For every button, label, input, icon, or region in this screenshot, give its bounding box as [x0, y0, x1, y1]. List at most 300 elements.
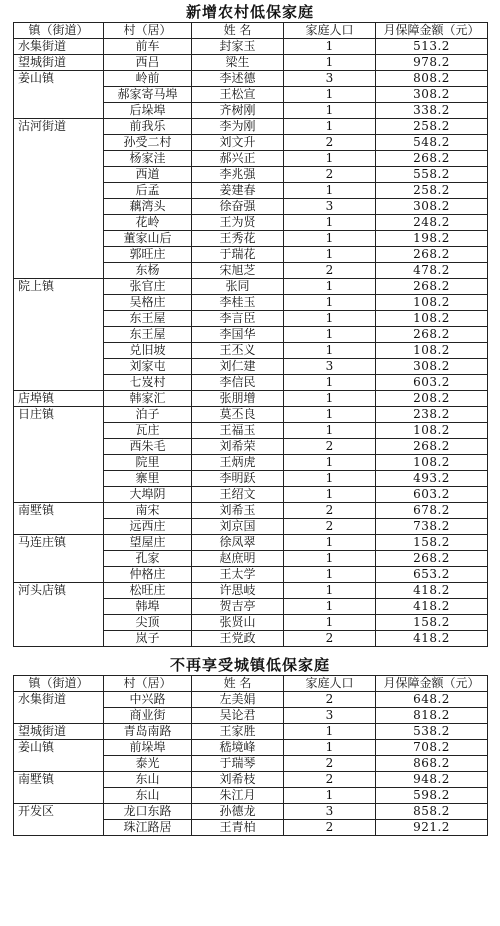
- amount-cell: 948.2: [376, 772, 488, 788]
- table-body: [14, 39, 488, 647]
- people-cell: 1: [284, 423, 376, 439]
- people-cell: 1: [284, 103, 376, 119]
- town-cell: [14, 455, 104, 471]
- table-row: [14, 708, 488, 724]
- table-row: [14, 772, 488, 788]
- village-cell: 吴格庄: [104, 295, 192, 311]
- people-cell: 1: [284, 295, 376, 311]
- name-cell: 刘希玉: [192, 503, 284, 519]
- table-row: [14, 39, 488, 55]
- name-cell: 李言臣: [192, 311, 284, 327]
- table-row: [14, 215, 488, 231]
- people-cell: 1: [284, 788, 376, 804]
- village-cell: 藕湾头: [104, 199, 192, 215]
- table-row: [14, 263, 488, 279]
- amount-cell: 858.2: [376, 804, 488, 820]
- people-cell: 1: [284, 343, 376, 359]
- town-cell: [14, 103, 104, 119]
- amount-cell: 418.2: [376, 631, 488, 647]
- people-cell: 2: [284, 692, 376, 708]
- town-cell: 望城街道: [14, 55, 104, 71]
- town-cell: [14, 167, 104, 183]
- header-town: 镇（街道）: [14, 676, 104, 692]
- name-cell: 张同: [192, 279, 284, 295]
- amount-cell: 598.2: [376, 788, 488, 804]
- amount-cell: 268.2: [376, 327, 488, 343]
- amount-cell: 338.2: [376, 103, 488, 119]
- header-name: 姓 名: [192, 676, 284, 692]
- town-cell: 水集街道: [14, 692, 104, 708]
- table-row: [14, 135, 488, 151]
- town-cell: [14, 231, 104, 247]
- amount-cell: 108.2: [376, 311, 488, 327]
- table-row: [14, 183, 488, 199]
- people-cell: 1: [284, 119, 376, 135]
- table-row: [14, 740, 488, 756]
- amount-cell: 493.2: [376, 471, 488, 487]
- amount-cell: 308.2: [376, 199, 488, 215]
- village-cell: 西吕: [104, 55, 192, 71]
- name-cell: 封家玉: [192, 39, 284, 55]
- section2-title: 不再享受城镇低保家庭: [169, 656, 330, 674]
- table-row: [14, 375, 488, 391]
- table-row: [14, 551, 488, 567]
- table-row: [14, 820, 488, 836]
- town-cell: [14, 375, 104, 391]
- village-cell: 寨里: [104, 471, 192, 487]
- town-cell: [14, 151, 104, 167]
- people-cell: 1: [284, 311, 376, 327]
- name-cell: 李述德: [192, 71, 284, 87]
- section1-title: 新增农村低保家庭: [185, 3, 314, 21]
- name-cell: 于瑞琴: [192, 756, 284, 772]
- amount-cell: 108.2: [376, 455, 488, 471]
- people-cell: 1: [284, 151, 376, 167]
- village-cell: 泊子: [104, 407, 192, 423]
- name-cell: 姜建春: [192, 183, 284, 199]
- village-cell: 西朱毛: [104, 439, 192, 455]
- amount-cell: 548.2: [376, 135, 488, 151]
- people-cell: 3: [284, 199, 376, 215]
- town-cell: [14, 599, 104, 615]
- name-cell: 王炳虎: [192, 455, 284, 471]
- town-cell: [14, 487, 104, 503]
- table-row: [14, 583, 488, 599]
- table-row: [14, 119, 488, 135]
- amount-cell: 648.2: [376, 692, 488, 708]
- village-cell: 大埠阴: [104, 487, 192, 503]
- people-cell: 1: [284, 487, 376, 503]
- amount-cell: 308.2: [376, 359, 488, 375]
- name-cell: 刘京国: [192, 519, 284, 535]
- people-cell: 1: [284, 551, 376, 567]
- name-cell: 徐奋强: [192, 199, 284, 215]
- village-cell: 孙受二村: [104, 135, 192, 151]
- table-row: [14, 439, 488, 455]
- table-row: [14, 231, 488, 247]
- people-cell: 1: [284, 455, 376, 471]
- amount-cell: 418.2: [376, 599, 488, 615]
- town-cell: [14, 708, 104, 724]
- amount-cell: 558.2: [376, 167, 488, 183]
- town-cell: [14, 471, 104, 487]
- table-row: [14, 599, 488, 615]
- header-village: 村（居）: [104, 23, 192, 39]
- name-cell: 王秀花: [192, 231, 284, 247]
- amount-cell: 708.2: [376, 740, 488, 756]
- table-row: [14, 199, 488, 215]
- table-row: [14, 519, 488, 535]
- people-cell: 3: [284, 359, 376, 375]
- header-village: 村（居）: [104, 676, 192, 692]
- village-cell: 瓦庄: [104, 423, 192, 439]
- town-cell: [14, 631, 104, 647]
- table-row: [14, 327, 488, 343]
- village-cell: 珠江路居: [104, 820, 192, 836]
- village-cell: 七岌村: [104, 375, 192, 391]
- village-cell: 龙口东路: [104, 804, 192, 820]
- amount-cell: 868.2: [376, 756, 488, 772]
- people-cell: 1: [284, 535, 376, 551]
- amount-cell: 108.2: [376, 295, 488, 311]
- amount-cell: 268.2: [376, 279, 488, 295]
- table-row: [14, 503, 488, 519]
- town-cell: [14, 423, 104, 439]
- name-cell: 李国华: [192, 327, 284, 343]
- town-cell: [14, 359, 104, 375]
- town-cell: 马连庄镇: [14, 535, 104, 551]
- name-cell: 赵庶明: [192, 551, 284, 567]
- town-cell: [14, 519, 104, 535]
- table-row: [14, 167, 488, 183]
- town-cell: [14, 343, 104, 359]
- table-row: [14, 87, 488, 103]
- name-cell: 王丕义: [192, 343, 284, 359]
- table-row: [14, 407, 488, 423]
- people-cell: 1: [284, 39, 376, 55]
- amount-cell: 808.2: [376, 71, 488, 87]
- people-cell: 1: [284, 247, 376, 263]
- amount-cell: 308.2: [376, 87, 488, 103]
- table-row: [14, 455, 488, 471]
- amount-cell: 248.2: [376, 215, 488, 231]
- village-cell: 东山: [104, 788, 192, 804]
- people-cell: 2: [284, 756, 376, 772]
- people-cell: 2: [284, 820, 376, 836]
- name-cell: 刘文升: [192, 135, 284, 151]
- amount-cell: 538.2: [376, 724, 488, 740]
- village-cell: 望屋庄: [104, 535, 192, 551]
- new-rural-table: [13, 22, 488, 647]
- town-cell: [14, 551, 104, 567]
- town-cell: [14, 135, 104, 151]
- table-header-row: [14, 23, 488, 39]
- name-cell: 王松宣: [192, 87, 284, 103]
- village-cell: 郭旺庄: [104, 247, 192, 263]
- village-cell: 商业街: [104, 708, 192, 724]
- name-cell: 许思岐: [192, 583, 284, 599]
- town-cell: 沽河街道: [14, 119, 104, 135]
- amount-cell: 818.2: [376, 708, 488, 724]
- table-row: [14, 103, 488, 119]
- name-cell: 王太学: [192, 567, 284, 583]
- table-row: [14, 343, 488, 359]
- table-row: [14, 487, 488, 503]
- table-row: [14, 391, 488, 407]
- village-cell: 南宋: [104, 503, 192, 519]
- town-cell: 南墅镇: [14, 503, 104, 519]
- town-cell: [14, 295, 104, 311]
- town-cell: [14, 567, 104, 583]
- table-row: [14, 724, 488, 740]
- table-row: [14, 788, 488, 804]
- village-cell: 后孟: [104, 183, 192, 199]
- name-cell: 宋旭芝: [192, 263, 284, 279]
- village-cell: 松旺庄: [104, 583, 192, 599]
- town-cell: 店埠镇: [14, 391, 104, 407]
- people-cell: 1: [284, 615, 376, 631]
- name-cell: 朱江月: [192, 788, 284, 804]
- amount-cell: 268.2: [376, 151, 488, 167]
- header-name: 姓 名: [192, 23, 284, 39]
- village-cell: 后垛埠: [104, 103, 192, 119]
- removed-urban-table: [13, 675, 488, 836]
- town-cell: [14, 263, 104, 279]
- town-cell: [14, 311, 104, 327]
- village-cell: 韩埠: [104, 599, 192, 615]
- amount-cell: 108.2: [376, 343, 488, 359]
- people-cell: 1: [284, 391, 376, 407]
- village-cell: 东王屋: [104, 311, 192, 327]
- name-cell: 郝兴正: [192, 151, 284, 167]
- header-town: 镇（街道）: [14, 23, 104, 39]
- header-amount: 月保障金额（元）: [376, 676, 488, 692]
- village-cell: 岚子: [104, 631, 192, 647]
- people-cell: 1: [284, 327, 376, 343]
- people-cell: 2: [284, 519, 376, 535]
- table-row: [14, 615, 488, 631]
- town-cell: 院上镇: [14, 279, 104, 295]
- amount-cell: 268.2: [376, 439, 488, 455]
- name-cell: 张朋增: [192, 391, 284, 407]
- town-cell: 开发区: [14, 804, 104, 820]
- amount-cell: 258.2: [376, 119, 488, 135]
- town-cell: [14, 788, 104, 804]
- name-cell: 贺吉亭: [192, 599, 284, 615]
- table-header-row: [14, 676, 488, 692]
- amount-cell: 478.2: [376, 263, 488, 279]
- name-cell: 孙德龙: [192, 804, 284, 820]
- name-cell: 李信民: [192, 375, 284, 391]
- village-cell: 尖顶: [104, 615, 192, 631]
- amount-cell: 238.2: [376, 407, 488, 423]
- name-cell: 王党政: [192, 631, 284, 647]
- name-cell: 梁生: [192, 55, 284, 71]
- people-cell: 3: [284, 71, 376, 87]
- village-cell: 韩家汇: [104, 391, 192, 407]
- town-cell: 姜山镇: [14, 71, 104, 87]
- town-cell: [14, 215, 104, 231]
- name-cell: 徐凤翠: [192, 535, 284, 551]
- town-cell: [14, 87, 104, 103]
- town-cell: [14, 327, 104, 343]
- table-body: [14, 692, 488, 836]
- people-cell: 1: [284, 740, 376, 756]
- village-cell: 远西庄: [104, 519, 192, 535]
- village-cell: 仲格庄: [104, 567, 192, 583]
- name-cell: 齐树刚: [192, 103, 284, 119]
- people-cell: 3: [284, 708, 376, 724]
- town-cell: 水集街道: [14, 39, 104, 55]
- village-cell: 前我乐: [104, 119, 192, 135]
- name-cell: 刘仁建: [192, 359, 284, 375]
- people-cell: 2: [284, 167, 376, 183]
- town-cell: 河头店镇: [14, 583, 104, 599]
- village-cell: 岭前: [104, 71, 192, 87]
- village-cell: 郝家寄马埠: [104, 87, 192, 103]
- village-cell: 院里: [104, 455, 192, 471]
- people-cell: 2: [284, 631, 376, 647]
- village-cell: 杨家洼: [104, 151, 192, 167]
- town-cell: 姜山镇: [14, 740, 104, 756]
- name-cell: 嵇境峰: [192, 740, 284, 756]
- table-row: [14, 311, 488, 327]
- village-cell: 花岭: [104, 215, 192, 231]
- people-cell: 1: [284, 279, 376, 295]
- amount-cell: 198.2: [376, 231, 488, 247]
- village-cell: 孔家: [104, 551, 192, 567]
- name-cell: 王青柏: [192, 820, 284, 836]
- town-cell: [14, 247, 104, 263]
- people-cell: 2: [284, 772, 376, 788]
- people-cell: 1: [284, 87, 376, 103]
- name-cell: 王家胜: [192, 724, 284, 740]
- name-cell: 李明跃: [192, 471, 284, 487]
- amount-cell: 921.2: [376, 820, 488, 836]
- village-cell: 泰光: [104, 756, 192, 772]
- town-cell: 南墅镇: [14, 772, 104, 788]
- people-cell: 1: [284, 724, 376, 740]
- village-cell: 中兴路: [104, 692, 192, 708]
- name-cell: 李兆强: [192, 167, 284, 183]
- people-cell: 1: [284, 407, 376, 423]
- town-cell: [14, 183, 104, 199]
- amount-cell: 418.2: [376, 583, 488, 599]
- table-row: [14, 247, 488, 263]
- amount-cell: 108.2: [376, 423, 488, 439]
- village-cell: 东杨: [104, 263, 192, 279]
- town-cell: [14, 756, 104, 772]
- amount-cell: 978.2: [376, 55, 488, 71]
- village-cell: 青岛南路: [104, 724, 192, 740]
- name-cell: 王为贤: [192, 215, 284, 231]
- amount-cell: 653.2: [376, 567, 488, 583]
- name-cell: 吴论君: [192, 708, 284, 724]
- town-cell: [14, 199, 104, 215]
- table-row: [14, 692, 488, 708]
- table-row: [14, 535, 488, 551]
- people-cell: 1: [284, 55, 376, 71]
- town-cell: [14, 439, 104, 455]
- table-row: [14, 55, 488, 71]
- people-cell: 1: [284, 215, 376, 231]
- table-row: [14, 423, 488, 439]
- name-cell: 刘希荣: [192, 439, 284, 455]
- amount-cell: 513.2: [376, 39, 488, 55]
- amount-cell: 158.2: [376, 535, 488, 551]
- amount-cell: 258.2: [376, 183, 488, 199]
- name-cell: 李桂玉: [192, 295, 284, 311]
- people-cell: 1: [284, 567, 376, 583]
- name-cell: 王福玉: [192, 423, 284, 439]
- village-cell: 前车: [104, 39, 192, 55]
- amount-cell: 268.2: [376, 551, 488, 567]
- people-cell: 3: [284, 804, 376, 820]
- table-row: [14, 279, 488, 295]
- amount-cell: 603.2: [376, 487, 488, 503]
- village-cell: 刘家屯: [104, 359, 192, 375]
- amount-cell: 678.2: [376, 503, 488, 519]
- table-row: [14, 567, 488, 583]
- name-cell: 李为刚: [192, 119, 284, 135]
- village-cell: 兑旧坡: [104, 343, 192, 359]
- table-row: [14, 151, 488, 167]
- table-row: [14, 471, 488, 487]
- people-cell: 2: [284, 439, 376, 455]
- header-people: 家庭人口: [284, 676, 376, 692]
- town-cell: 日庄镇: [14, 407, 104, 423]
- table-row: [14, 756, 488, 772]
- name-cell: 王绍文: [192, 487, 284, 503]
- header-amount: 月保障金额（元）: [376, 23, 488, 39]
- village-cell: 西道: [104, 167, 192, 183]
- village-cell: 东王屋: [104, 327, 192, 343]
- header-people: 家庭人口: [284, 23, 376, 39]
- table-row: [14, 359, 488, 375]
- people-cell: 1: [284, 183, 376, 199]
- table-row: [14, 804, 488, 820]
- amount-cell: 738.2: [376, 519, 488, 535]
- amount-cell: 208.2: [376, 391, 488, 407]
- amount-cell: 603.2: [376, 375, 488, 391]
- town-cell: [14, 615, 104, 631]
- village-cell: 前垛埠: [104, 740, 192, 756]
- people-cell: 1: [284, 471, 376, 487]
- village-cell: 东山: [104, 772, 192, 788]
- table-row: [14, 71, 488, 87]
- name-cell: 莫丕良: [192, 407, 284, 423]
- people-cell: 1: [284, 599, 376, 615]
- name-cell: 于瑞花: [192, 247, 284, 263]
- people-cell: 2: [284, 503, 376, 519]
- table-row: [14, 295, 488, 311]
- name-cell: 左美娟: [192, 692, 284, 708]
- people-cell: 1: [284, 583, 376, 599]
- village-cell: 董家山后: [104, 231, 192, 247]
- name-cell: 刘希枝: [192, 772, 284, 788]
- people-cell: 2: [284, 135, 376, 151]
- town-cell: [14, 820, 104, 836]
- village-cell: 张官庄: [104, 279, 192, 295]
- town-cell: 望城街道: [14, 724, 104, 740]
- name-cell: 张贤山: [192, 615, 284, 631]
- amount-cell: 158.2: [376, 615, 488, 631]
- table-row: [14, 631, 488, 647]
- people-cell: 1: [284, 231, 376, 247]
- people-cell: 2: [284, 263, 376, 279]
- amount-cell: 268.2: [376, 247, 488, 263]
- people-cell: 1: [284, 375, 376, 391]
